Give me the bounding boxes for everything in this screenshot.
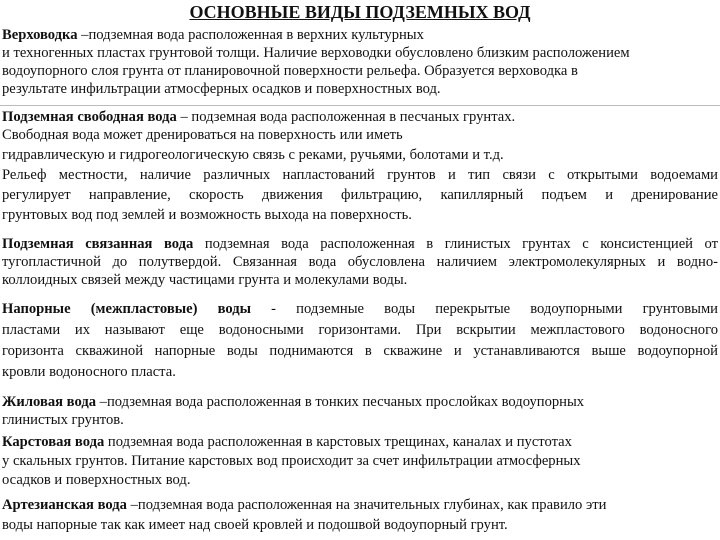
term-artesian-water: Артезианская вода — [2, 497, 127, 513]
term-pressure-water: Напорные (межпластовые) воды — [2, 301, 252, 317]
section-text: подземная вода расположенная в карстовых трещинах, каналах и пустотах — [104, 434, 572, 450]
section-text: регулирует направление, скорость движения фильтрацию, капиллярный подъем и дренирование — [2, 187, 718, 203]
section-text: Рельеф местности, наличие различных напластований грунтов и тип связи с открытыми водоемами — [2, 167, 718, 183]
section-text: водоупорного слоя грунта от планировочной поверхности рельефа. Образуется верховодка в — [2, 63, 578, 79]
term-vein-water: Жиловая вода — [2, 394, 97, 410]
section-text: –подземная вода расположенная в верхних культурных — [77, 27, 424, 43]
section-bound-water-line-1 — [2, 236, 718, 253]
section-text: глинистых грунтов. — [2, 412, 124, 428]
term-verkhovodka: Верховодка — [2, 27, 78, 43]
section-text: - подземные воды перекрытые водоупорными грунтовыми — [251, 301, 718, 317]
section-text: тугопластичной до полутвердой. Связанная вода обусловлена наличием электромолекулярных и водно- — [2, 254, 718, 270]
term-bound-water: Подземная связанная вода — [2, 236, 194, 252]
section-text: подземная вода расположенная в глинистых грунтах с консистенцией от — [193, 236, 718, 252]
section-vein-water-line-1 — [2, 394, 584, 411]
section-text: –подземная вода расположенная в тонких песчаных прослойках водоупорных — [96, 394, 585, 410]
section-text: пластами их называют еще водоносными горизонтами. При вскрытии межпластового водоносного — [2, 322, 718, 338]
section-pressure-water-line-1 — [2, 301, 718, 318]
section-text: Свободная вода может дренироваться на поверхность или иметь — [2, 127, 403, 143]
section-free-water-line-1 — [2, 109, 515, 126]
section-text: кровли водоносного пласта. — [2, 364, 176, 380]
section-text: –подземная вода расположенная на значительных глубинах, как правило эти — [126, 497, 607, 513]
section-artesian-water-line-1 — [2, 497, 606, 514]
section-text: гидравлическую и гидрогеологическую связь с реками, ручьями, болотами и т.д. — [2, 147, 504, 163]
section-text: грунтовых вод под землей и возможность выхода на поверхность. — [2, 207, 412, 223]
divider — [0, 105, 720, 106]
term-free-water: Подземная свободная вода — [2, 109, 177, 125]
section-text: – подземная вода расположенная в песчаных грунтах. — [176, 109, 516, 125]
section-text: у скальных грунтов. Питание карстовых вод происходит за счет инфильтрации атмосферных — [2, 453, 581, 469]
page-title: ОСНОВНЫЕ ВИДЫ ПОДЗЕМНЫХ ВОД — [189, 2, 531, 22]
section-text: горизонта скважиной напорные воды поднимаются в скважине и устанавливаются выше водоупорной — [2, 343, 718, 359]
section-text: и техногенных пластах грунтовой толщи. Наличие верховодки обусловлено близким расположением — [2, 45, 630, 61]
section-text: воды напорные так как имеет над своей кровлей и подошвой водоупорный грунт. — [2, 517, 508, 533]
section-text: результате инфильтрации атмосферных осадков и поверхностных вод. — [2, 81, 441, 97]
section-karst-water-line-1 — [2, 434, 572, 451]
term-karst-water: Карстовая вода — [2, 434, 105, 450]
section-verkhovodka-line-1 — [2, 27, 424, 44]
section-text: коллоидных связей между частицами грунта и молекулами воды. — [2, 272, 408, 288]
section-text: осадков и поверхностных вод. — [2, 472, 191, 488]
